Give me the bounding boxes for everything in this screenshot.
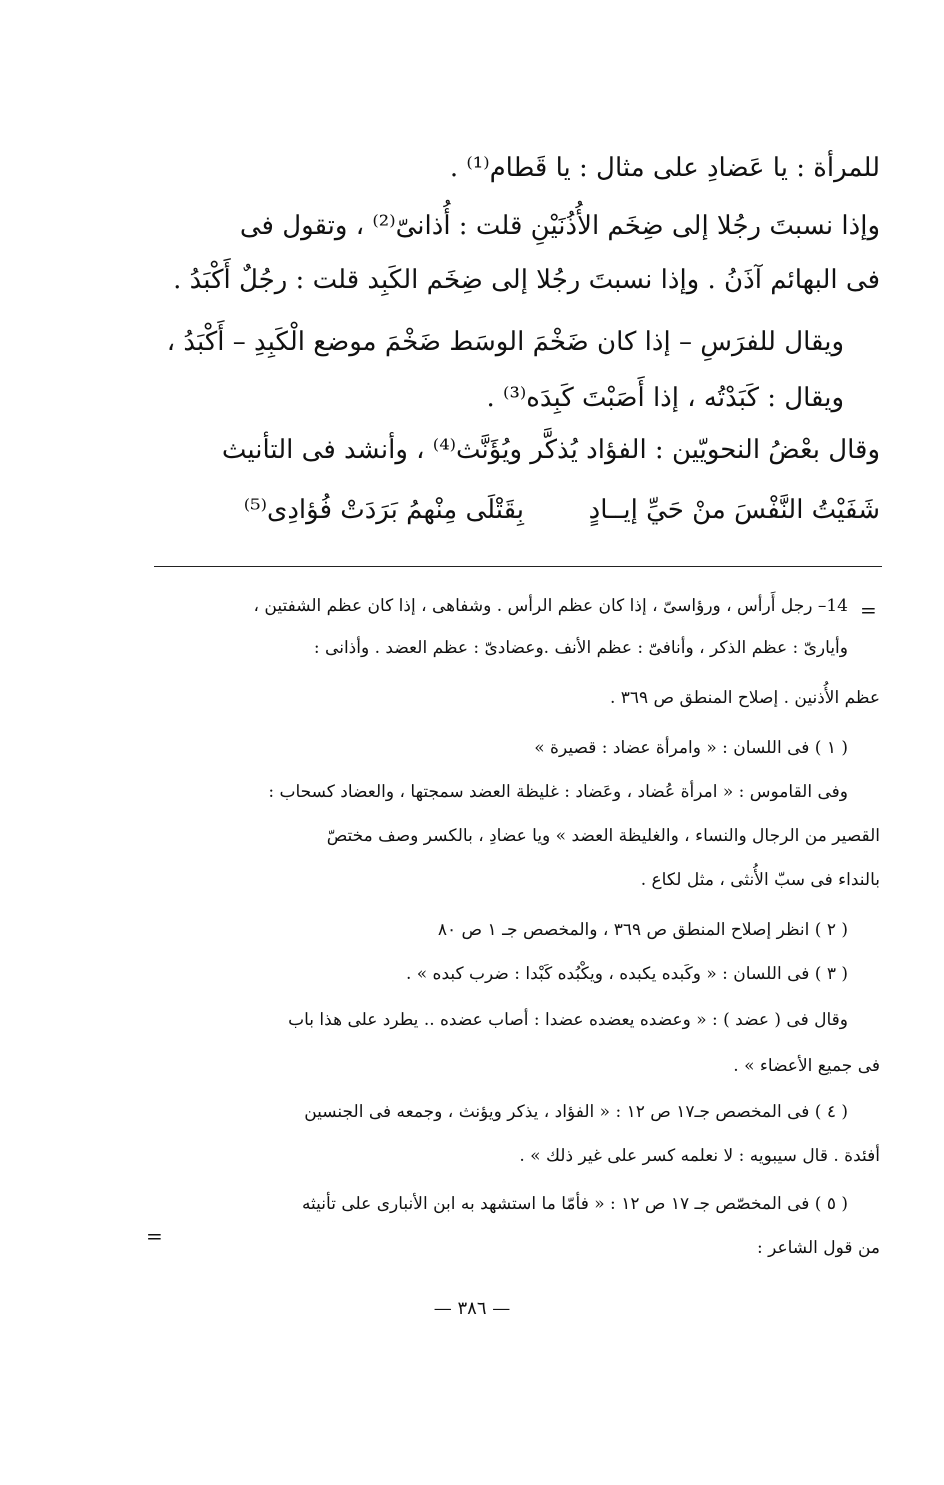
continuation-mark-top: = — [860, 598, 877, 622]
main-text-line: فى البهائم آذَنُ . وإذا نسبتَ رجُلا إلى ضِخَم الكَبِد قلت : رجُلٌ أَكْبَدُ . — [173, 265, 880, 295]
main-text-line: وقال بعْضُ النحويّين : الفؤاد يُذكَّر ويُؤَنَّث⁽⁴⁾ ، وأنشد فى التأنيث — [221, 435, 880, 465]
footnote-line: ( ٥ ) فى المخصّص جـ ١٧ ص ١٢ : « فأمّا ما استشهد به ابن الأنبارى على تأنيثه — [301, 1194, 848, 1214]
verse-hemistich-first: شَفَيْتُ النَّفْسَ منْ حَيِّ إيــادٍ — [588, 495, 880, 525]
footnote-line: ( ٣ ) فى اللسان : « وكَبده يكبده ، ويكْبُده كَبْدا : ضرب كبده » . — [405, 964, 848, 984]
main-text-line: وإذا نسبتَ رجُلا إلى ضِخَم الأُذُنَيْنِ قلت : أُذانىّ⁽²⁾ ، وتقول فى — [239, 211, 880, 241]
footnote-line: عظم الأُذنين . إصلاح المنطق ص ٣٦٩ . — [609, 688, 880, 708]
footnote-line: من قول الشاعر : — [756, 1238, 880, 1258]
footnote-line: وقال فى ( عضد ) : « وعضده يعضده عضدا : أصاب عضده .. يطرد على هذا باب — [288, 1010, 848, 1030]
footnote-line: 14– رجل أَرأس ، ورؤاسىّ ، إذا كان عظم الرأس . وشفاهى ، إذا كان عظم الشفتين ، — [253, 596, 848, 616]
footnote-divider — [154, 566, 882, 567]
footnote-line: ( ١ ) فى اللسان : « وامرأة عضاد : قصيرة » — [534, 738, 848, 758]
main-text-line: ويقال : كَبَدْتُه ، إذا أَصَبْتَ كَبِدَه⁽³⁾ . — [486, 383, 844, 413]
continuation-mark-bottom: = — [146, 1224, 163, 1248]
footnote-line: وأيارىّ : عظم الذكر ، وأنافىّ : عظم الأنف .وعضادىّ : عظم العضد . وأذانى : — [313, 638, 848, 658]
footnote-line: وفى القاموس : « امرأة عُضاد ، وعَضاد : غليظة العضد سمجتها ، والعضاد كسحاب : — [268, 782, 848, 802]
page-number: — ٣٨٦ — — [433, 1298, 511, 1319]
main-text-line: ويقال للفرَسِ – إذا كان ضَخْمَ الوسَط ضَخْمَ موضع الْكَبِدِ – أَكْبَدُ ، — [166, 327, 844, 357]
footnote-line: أفئدة . قال سيبويه : لا نعلمه كسر على غير ذلك » . — [519, 1146, 880, 1166]
verse-hemistich-second: بِقَتْلَى مِنْهمُ بَرَدَتْ فُؤادِى⁽⁵⁾ — [243, 495, 524, 525]
footnote-line: ( ٢ ) انظر إصلاح المنطق ص ٣٦٩ ، والمخصص جـ ١ ص ٨٠ — [437, 920, 848, 940]
footnote-line: فى جميع الأعضاء » . — [733, 1056, 880, 1076]
main-text-line: للمرأة : يا عَضادِ على مثال : يا قَطام⁽¹⁾ . — [449, 153, 880, 183]
footnote-line: بالنداء فى سبّ الأُنثى ، مثل لكاع . — [640, 870, 880, 890]
footnote-line: ( ٤ ) فى المخصص جـ١٧ ص ١٢ : « الفؤاد ، يذكر ويؤنث ، وجمعه فى الجنسين — [304, 1102, 848, 1122]
footnote-line: القصير من الرجال والنساء ، والغليظة العضد » ويا عضادِ ، بالكسر وصف مختصّ — [326, 826, 880, 846]
